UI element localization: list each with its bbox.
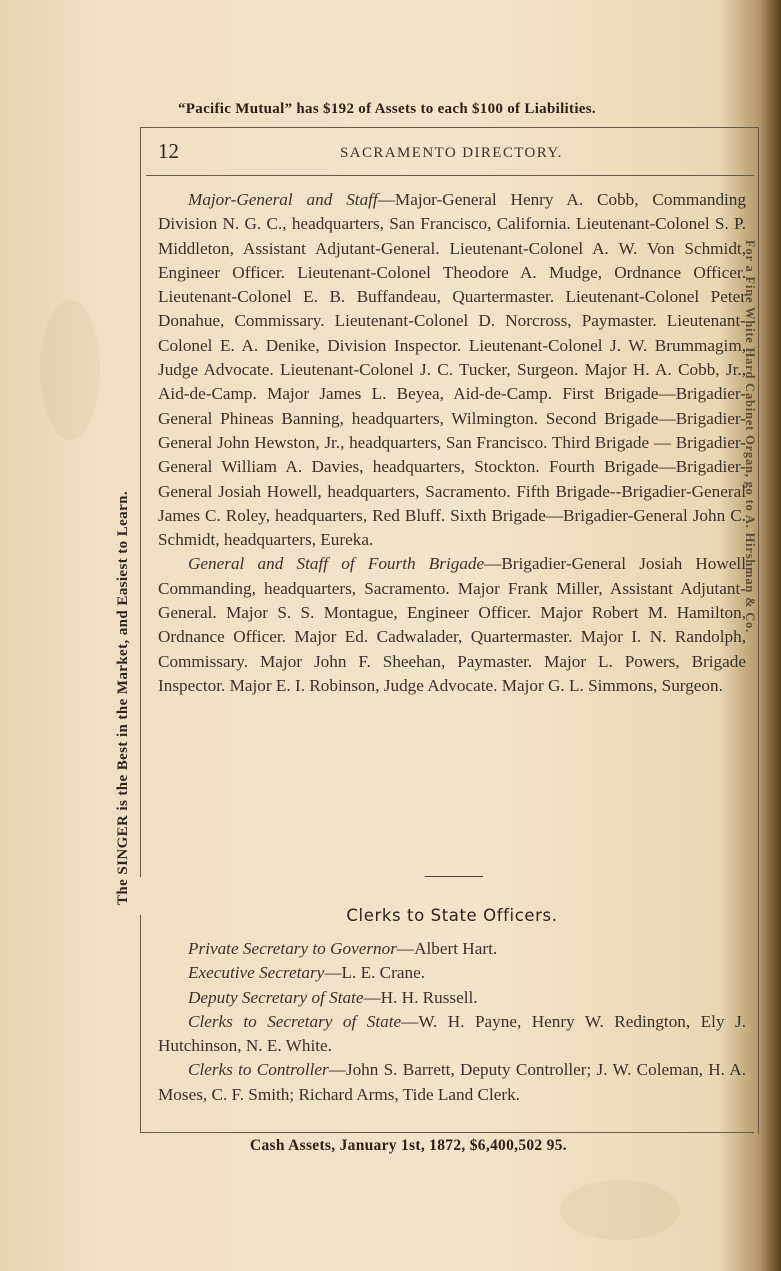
clerk-names: —L. E. Crane. <box>324 963 426 983</box>
page-frame-bottom <box>140 1132 754 1133</box>
clerk-entry <box>158 1058 746 1107</box>
page-edge-shadow <box>761 0 781 1271</box>
top-banner-ad: “Pacific Mutual” has $192 of Assets to each $100 of Liabilities. <box>178 101 596 117</box>
clerk-title: Clerks to Controller <box>188 1060 329 1080</box>
paragraph-major-general-staff <box>158 188 746 552</box>
right-margin-ad: For a Fine White Hard Cabinet Organ, go to A. Hirshman & Co. <box>743 240 757 634</box>
paper-stain <box>560 1180 680 1240</box>
section-heading: Clerks to State Officers. <box>346 906 558 925</box>
paragraph-fourth-brigade-staff <box>158 552 746 698</box>
footer-ad: Cash Assets, January 1st, 1872, $6,400,502 95. <box>250 1137 567 1154</box>
clerk-title: Executive Secretary <box>188 963 325 983</box>
clerk-names: —W. H. Payne, Henry W. Redington, Ely J. Hutchinson, N. E. White. <box>158 1011 747 1056</box>
section-separator <box>425 876 483 877</box>
running-title: SACRAMENTO DIRECTORY. <box>340 145 563 161</box>
paragraph-text: —Brigadier-General Josiah Howell Commanding, headquarters, Sacramento. Major Frank Miller, Assistant Adjutant-General. Major S. S. Montague, Engineer Officer. Major Robert M. Hamilton, Ordnance Officer. Major Ed. Cadwalader, Quartermaster. Major I. N. Randolph, Commissary. Major John F. Sheehan, Paymaster. Major L. Powers, Brigade Inspector. Major E. I. Robinson, Judge Advocate. Major G. L. Simmons, Surgeon. <box>158 554 746 695</box>
clerk-entry <box>158 937 746 961</box>
side-margin-ad: The SINGER is the Best in the Market, and Easiest to Learn. <box>115 490 131 905</box>
clerk-entry <box>158 1010 746 1059</box>
clerk-entry <box>158 961 746 985</box>
page-frame-left-lower <box>140 915 141 1133</box>
clerk-title: Clerks to Secretary of State <box>188 1011 402 1031</box>
paragraph-text: —Major-General Henry A. Cobb, Commanding Division N. G. C., headquarters, San Francisco, California. Lieutenant-Colonel S. P. Middleton, Assistant Adjutant-General. Lieutenant-Colonel A. W. Von Schmidt, Engineer Officer. Lieutenant-Colonel Theodore A. Mudge, Ordnance Officer. Lieutenant-Colonel E. B. Buffandeau, Quartermaster. Lieutenant-Colonel Peter Donahue, Commissary. Lieutenant-Colonel D. Norcross, Paymaster. Lieutenant-Colonel E. A. Denike, Division Inspector. Lieutenant-Colonel J. W. Brummagim, Judge Advocate. Lieutenant-Colonel J. C. Tucker, Surgeon. Major H. A. Cobb, Jr., Aid-de-Camp. Major James L. Beyea, Aid-de-Camp. First Brigade—Brigadier-General Phineas Banning, headquarters, Wilmington. Second Brigade—Brigadier-General John Hewston, Jr., headquarters, San Francisco. Third Brigade — Brigadier-General William A. Davies, headquarters, Stockton. Fourth Brigade—Brigadier-General Josiah Howell, headquarters, Sacramento. Fifth Brigade--Brigadier-General James C. Roley, headquarters, Red Bluff. Sixth Brigade—Brigadier-General John C. Schmidt, headquarters, Eureka. <box>158 190 746 550</box>
clerks-section <box>158 937 746 1107</box>
clerk-title: Private Secretary to Governor <box>188 939 397 958</box>
paragraph-heading: Major-General and Staff <box>188 190 378 209</box>
clerk-names: —Albert Hart. <box>396 939 498 958</box>
header-rule <box>146 175 754 176</box>
military-staff-section <box>158 188 746 698</box>
clerk-entry <box>158 986 746 1010</box>
page-number: 12 <box>158 139 179 163</box>
clerk-names: —H. H. Russell. <box>363 987 478 1007</box>
page-frame-left <box>140 127 141 877</box>
paper-stain <box>40 300 100 440</box>
clerk-names: —John S. Barrett, Deputy Controller; J. W. Coleman, H. A. Moses, C. F. Smith; Richard Arms, Tide Land Clerk. <box>158 1060 746 1104</box>
clerk-title: Deputy Secretary of State <box>188 987 364 1007</box>
paragraph-heading: General and Staff of Fourth Brigade <box>188 554 485 574</box>
